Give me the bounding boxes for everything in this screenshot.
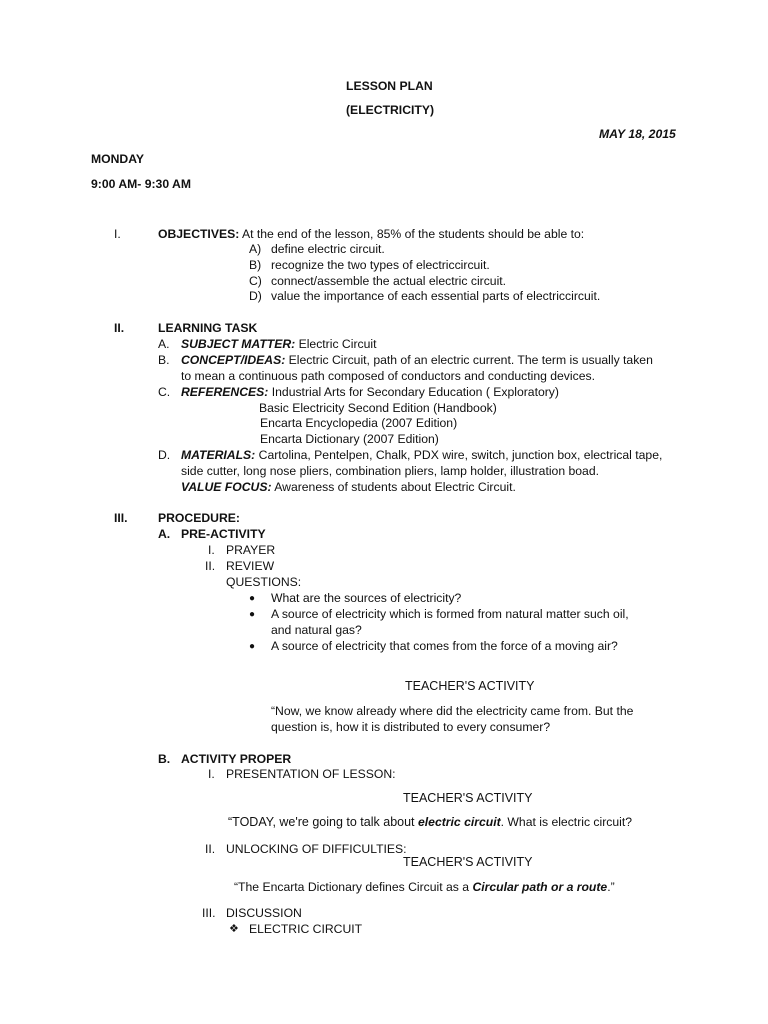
lesson-title: LESSON PLAN — [346, 79, 433, 93]
questions-label: QUESTIONS: — [226, 575, 302, 589]
objectives-label: OBJECTIVES: — [158, 227, 240, 241]
subject-label: SUBJECT MATTER: — [181, 337, 296, 351]
procedure-heading: PROCEDURE: — [158, 511, 240, 525]
unlocking-label: UNLOCKING OF DIFFICULTIES: — [226, 842, 407, 856]
concept-text-cont: to mean a continuous path composed of conductors and conducting devices. — [181, 369, 595, 383]
question-item: What are the sources of electricity? — [271, 591, 462, 605]
references-label: REFERENCES: — [181, 385, 269, 399]
objective-item: value the importance of each essential parts of electriccircuit. — [271, 289, 601, 303]
presentation-label: PRESENTATION OF LESSON: — [226, 767, 396, 781]
value-focus — [181, 480, 516, 495]
subject-letter: A. — [158, 337, 170, 351]
diamond-bullet-icon: ❖ — [229, 923, 239, 935]
teacher-activity-heading: TEACHER'S ACTIVITY — [403, 855, 533, 869]
quote-emphasis: electric circuit — [418, 815, 501, 829]
review-label: REVIEW — [226, 559, 275, 573]
teacher-activity-heading: TEACHER'S ACTIVITY — [403, 791, 533, 805]
discussion-label: DISCUSSION — [226, 906, 302, 920]
objective-letter: B) — [249, 258, 262, 272]
materials-letter: D. — [158, 448, 171, 462]
value-focus-text: Awareness of students about Electric Circuit. — [271, 480, 516, 494]
objectives-heading — [158, 227, 584, 242]
concept-text: Electric Circuit, path of an electric current. The term is usually taken — [285, 353, 653, 367]
objective-item: connect/assemble the actual electric circuit. — [271, 274, 507, 288]
subject-matter — [181, 337, 376, 352]
quote-emphasis: Circular path or a route — [472, 880, 608, 894]
review-number: II. — [205, 559, 216, 573]
lesson-subtitle: (ELECTRICITY) — [346, 103, 435, 117]
references-letter: C. — [158, 385, 171, 399]
quote-text: “The Encarta Dictionary defines Circuit as a — [234, 880, 473, 894]
procedure-number: III. — [114, 511, 128, 525]
pre-activity-letter: A. — [158, 527, 171, 541]
quote-text: “TODAY, we're going to talk about — [228, 815, 418, 829]
prayer-label: PRAYER — [226, 543, 276, 557]
reference-item: Basic Electricity Second Edition (Handbook) — [259, 401, 497, 415]
subject-text: Electric Circuit — [295, 337, 377, 351]
concept-ideas — [181, 353, 653, 368]
value-focus-label: VALUE FOCUS: — [181, 480, 272, 494]
teacher-quote — [234, 880, 615, 895]
activity-proper-heading: ACTIVITY PROPER — [181, 752, 292, 766]
concept-letter: B. — [158, 353, 170, 367]
question-item-cont: and natural gas? — [271, 623, 362, 637]
objective-letter: D) — [249, 289, 262, 303]
reference-item: Encarta Dictionary (2007 Edition) — [260, 432, 439, 446]
objective-letter: A) — [249, 242, 262, 256]
bullet-icon: ● — [249, 641, 256, 652]
teacher-quote: “Now, we know already where did the electricity came from. But the — [271, 704, 634, 718]
concept-label: CONCEPT/IDEAS: — [181, 353, 286, 367]
unlocking-number: II. — [205, 842, 216, 856]
question-item: A source of electricity that comes from the force of a moving air? — [271, 639, 618, 653]
bullet-icon: ● — [249, 609, 256, 620]
objective-item: recognize the two types of electriccircuit. — [271, 258, 490, 272]
reference-item: Industrial Arts for Secondary Education ( Exploratory) — [268, 385, 559, 399]
lesson-time: 9:00 AM- 9:30 AM — [91, 177, 192, 191]
learning-task-heading: LEARNING TASK — [158, 321, 258, 335]
teacher-activity-heading: TEACHER'S ACTIVITY — [405, 679, 535, 693]
objectives-intro: At the end of the lesson, 85% of the students should be able to: — [239, 227, 585, 241]
quote-text: .” — [607, 880, 615, 894]
teacher-quote-cont: question is, how it is distributed to every consumer? — [271, 720, 551, 734]
discussion-item: ELECTRIC CIRCUIT — [249, 922, 363, 936]
learning-task-number: II. — [114, 321, 125, 335]
discussion-number: III. — [202, 906, 216, 920]
objective-letter: C) — [249, 274, 262, 288]
materials-text: Cartolina, Pentelpen, Chalk, PDX wire, switch, junction box, electrical tape, — [255, 448, 663, 462]
lesson-date: MAY 18, 2015 — [599, 127, 676, 141]
references — [181, 385, 559, 400]
reference-item: Encarta Encyclopedia (2007 Edition) — [260, 416, 458, 430]
activity-proper-letter: B. — [158, 752, 171, 766]
bullet-icon: ● — [249, 593, 256, 604]
materials — [181, 448, 662, 463]
materials-label: MATERIALS: — [181, 448, 256, 462]
lesson-day: MONDAY — [91, 152, 145, 166]
prayer-number: I. — [208, 543, 215, 557]
teacher-quote — [228, 815, 632, 830]
question-item: A source of electricity which is formed from natural matter such oil, — [271, 607, 629, 621]
materials-text-cont: side cutter, long nose pliers, combination pliers, lamp holder, illustration boad. — [181, 464, 599, 478]
objectives-number: I. — [114, 227, 121, 241]
objective-item: define electric circuit. — [271, 242, 385, 256]
pre-activity-heading: PRE-ACTIVITY — [181, 527, 266, 541]
presentation-number: I. — [208, 767, 215, 781]
quote-text: . What is electric circuit? — [500, 815, 633, 829]
